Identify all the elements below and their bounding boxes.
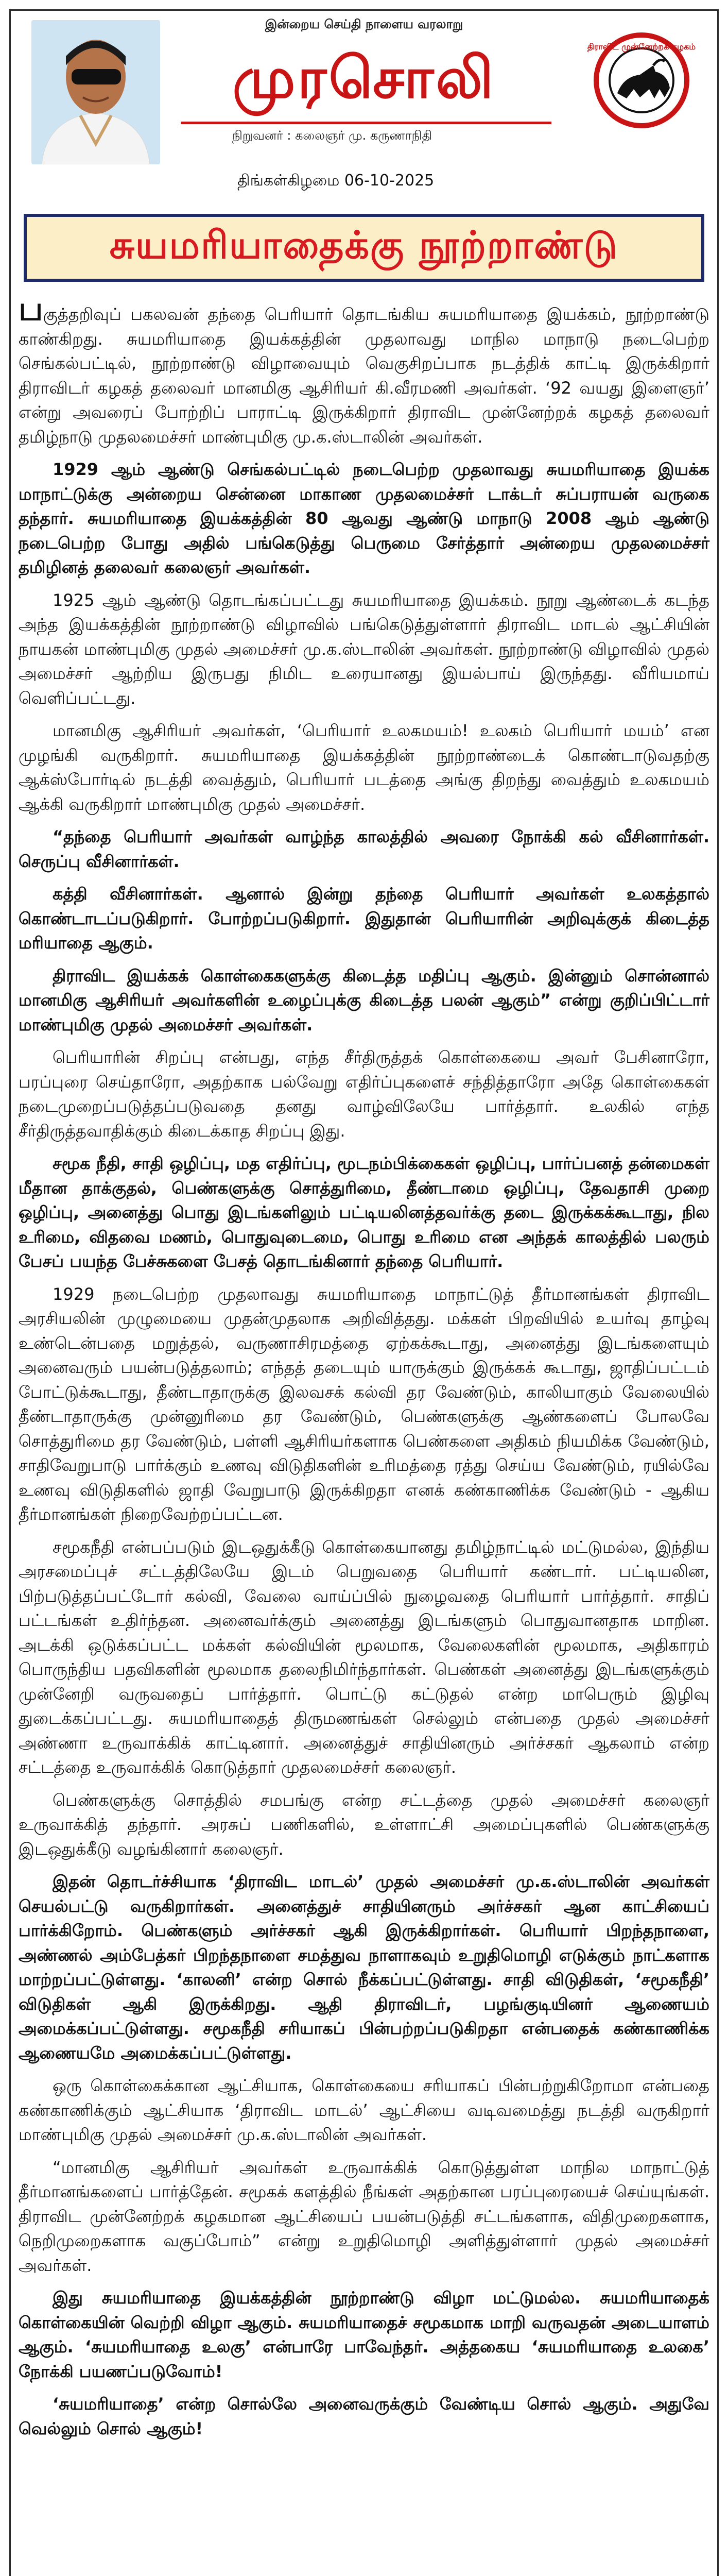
paragraph-9: சமூக நீதி, சாதி ஒழிப்பு, மத எதிர்ப்பு, மூடநம்பிக்கைகள் ஒழிப்பு, பார்ப்பனத் தன்மைகள் மீதான தாக்குதல், பெண்களுக்கு சொத்துரிமை, தீண்டாமை ஒழிப்பு, தேவதாசி முறை ஒழிப்பு, அனைத்து பொது இடங்களிலும் பட்டியலினத்தவர்க்கு தடை இருக்கக்கூடாது, நில உரிமை, விதவை மணம், பொதுவுடைமை, பொது உரிமை என அந்தக் காலத்தில் பலரும் பேசப் பயந்த பேச்சுகளை பேசத் தொடங்கினார் தந்தை பெரியார். <box>19 1154 709 1271</box>
paragraph-8: பெரியாரின் சிறப்பு என்பது, எந்த சீர்திருத்தக் கொள்கையை அவர் பேசினாரோ, பரப்புரை செய்தாரோ, அதற்காக பல்வேறு எதிர்ப்புகளைச் சந்தித்தாரோ அதே கொள்கைகள் நடைமுறைப்படுத்தப்படுவதை தனது வாழ்விலேயே பார்த்தார். உலகில் எந்த சீர்திருத்தவாதிக்கும் கிடைக்காத சிறப்பு இது. <box>19 1047 709 1141</box>
masthead <box>11 11 717 204</box>
paragraph-1: பகுத்தறிவுப் பகலவன் தந்தை பெரியார் தொடங்கிய சுயமரியாதை இயக்கம், நூற்றாண்டு காண்கிறது. சுயமரியாதை இயக்கத்தின் முதலாவது மாநில மாநாடு நடைபெற்ற செங்கல்பட்டில், நூற்றாண்டு விழாவையும் வெகுசிறப்பாக நடத்திக் காட்டி இருக்கிறார் திராவிடர் கழகத் தலைவர் மானமிகு ஆசிரியர் கி.வீரமணி அவர்கள். ‘92 வயது இளைஞர்’ என்று அவரைப் போற்றிப் பாராட்டி இருக்கிறார் திராவிட முன்னேற்றக் கழகத் தலைவர் தமிழ்நாடு முதலமைச்சர் மாண்புமிகு மு.க.ஸ்டாலின் அவர்கள். <box>19 290 709 447</box>
paragraph-3: 1925 ஆம் ஆண்டு தொடங்கப்பட்டது சுயமரியாதை இயக்கம். நூறு ஆண்டைக் கடந்த அந்த இயக்கத்தின் நூற்றாண்டு விழாவில் பங்கெடுத்துள்ளார் திராவிட மாடல் ஆட்சியின் நாயகன் மாண்புமிகு முதல் அமைச்சர் மு.க.ஸ்டாலின் அவர்கள். நூற்றாண்டு விழாவில் முதல் அமைச்சர் ஆற்றிய இருபது நிமிட உரையானது இயல்பாய் இருந்தது. வீரியமாய் வெளிப்பட்டது. <box>19 590 709 708</box>
date-line: திங்கள்கிழமை 06-10-2025 <box>237 172 435 190</box>
headline-banner <box>24 214 704 282</box>
paragraph-5: “தந்தை பெரியார் அவர்கள் வாழ்ந்த காலத்தில் அவரை நோக்கி கல் வீசினார்கள். செருப்பு வீசினார்கள். <box>19 827 709 871</box>
paper-name: முரசொலி <box>232 44 496 111</box>
paragraph-2: 1929 ஆம் ஆண்டு செங்கல்பட்டில் நடைபெற்ற முதலாவது சுயமரியாதை இயக்க மாநாட்டுக்கு அன்றைய சென்னை மாகாண முதலமைச்சர் டாக்டர் சுப்பராயன் வருகை தந்தார். சுயமரியாதை இயக்கத்தின் 80 ஆவது ஆண்டு மாநாடு 2008 ஆம் ஆண்டு நடைபெற்ற போது அதில் பங்கெடுத்து பெருமை சேர்த்தார் அன்றைய முதலமைச்சர் தமிழினத் தலைவர் கலைஞர் அவர்கள். <box>19 460 709 577</box>
editorial-article <box>19 290 710 2449</box>
founder-line: நிறுவனர் : கலைஞர் மு. கருணாநிதி <box>232 128 432 143</box>
paragraph-11: சமூகநீதி என்பப்படும் இடஒதுக்கீடு கொள்கையானது தமிழ்நாட்டில் மட்டுமல்ல, இந்திய அரசமைப்புச் சட்டத்திலேயே இடம் பெறுவதை பெரியார் கண்டார். பட்டியலின, பிற்படுத்தப்பட்டோர் கல்வி, வேலை வாய்ப்பில் நுழைவதை பெரியார் பார்த்தார். சாதிப் பட்டங்கள் உதிர்ந்தன. அனைவர்க்கும் அனைத்து இடங்களும் பொதுவானதாக மாறின. அடக்கி ஒடுக்கப்பட்ட மக்கள் கல்வியின் மூலமாக, வேலைகளின் மூலமாக, அதிகாரம் பொருந்திய பதவிகளின் மூலமாக தலைநிமிர்ந்தார்கள். பெண்கள் அனைத்து இடங்களுக்கும் முன்னேறி வருவதைப் பார்த்தார். பொட்டு கட்டுதல் என்ற மாபெரும் இழிவு துடைக்கப்பட்டது. சுயமரியாதைத் திருமணங்கள் செல்லும் என்பதை முதல் அமைச்சர் அண்ணா உருவாக்கிக் காட்டினார். அனைத்துச் சாதியினரும் அர்ச்சகர் ஆகலாம் என்ற சட்டத்தை உருவாக்கிக் கொடுத்தார் முதலமைச்சர் கலைஞர். <box>19 1537 709 1777</box>
paragraph-4: மானமிகு ஆசிரியர் அவர்கள், ‘பெரியார் உலகமயம்! உலகம் பெரியார் மயம்’ என முழங்கி வருகிறார். சுயமரியாதை இயக்கத்தின் நூற்றாண்டைக் கொண்டாடுவதற்கு ஆக்ஸ்போர்டில் நடத்தி வைத்தும், பெரியார் படத்தை அங்கு திறந்து வைத்தும் உலகமயம் ஆக்கி வருகிறார் மாண்புமிகு முதல் அமைச்சர். <box>19 721 709 814</box>
paragraph-15: “மானமிகு ஆசிரியர் அவர்கள் உருவாக்கிக் கொடுத்துள்ள மாநில மாநாட்டுத் தீர்மானங்களைப் பார்த்தேன். சமூகக் களத்தில் நீங்கள் அதற்கான பரப்புரையைச் செய்யுங்கள். திராவிட முன்னேற்றக் கழகமான ஆட்சியைப் பயன்படுத்தி சட்டங்களாக, விதிமுறைகளாக, நெறிமுறைகளாக வகுப்போம்” என்று உறுதிமொழி அளித்துள்ளார் முதல் அமைச்சர் அவர்கள். <box>19 2157 709 2275</box>
paragraph-17: ‘சுயமரியாதை’ என்ற சொல்லே அனைவருக்கும் வேண்டிய சொல் ஆகும். அதுவே வெல்லும் சொல் ஆகும்! <box>19 2394 710 2438</box>
paragraph-7: திராவிட இயக்கக் கொள்கைகளுக்கு கிடைத்த மதிப்பு ஆகும். இன்னும் சொன்னால் மானமிகு ஆசிரியர் அவர்களின் உழைப்புக்கு கிடைத்த பலன் ஆகும்” என்று குறிப்பிட்டார் மாண்புமிகு முதல் அமைச்சர் அவர்கள். <box>19 965 709 1035</box>
drop-cap: ப <box>19 290 43 328</box>
paragraph-16: இது சுயமரியாதை இயக்கத்தின் நூற்றாண்டு விழா மட்டுமல்ல. சுயமரியாதைக் கொள்கையின் வெற்றி விழா ஆகும். சுயமரியாதைச் சமூகமாக மாறி வருவதன் அடையாளம் ஆகும். ‘சுயமரியாதை உலகு’ என்பாரே பாவேந்தர். அத்தகைய ‘சுயமரியாதை உலகை’ நோக்கி பயணப்படுவோம்! <box>19 2288 709 2381</box>
paragraph-6: கத்தி வீசினார்கள். ஆனால் இன்று தந்தை பெரியார் அவர்கள் உலகத்தால் கொண்டாடப்படுகிறார். போற்றப்படுகிறார். இதுதான் பெரியாரின் அறிவுக்குக் கிடைத்த மரியாதை ஆகும். <box>19 884 709 953</box>
paragraph-14: ஒரு கொள்கைக்கான ஆட்சியாக, கொள்கையை சரியாகப் பின்பற்றுகிறோமா என்பதை கண்காணிக்கும் ஆட்சியாக ‘திராவிட மாடல்’ ஆட்சியை வடிவமைத்து நடத்தி வருகிறார் மாண்புமிகு முதல் அமைச்சர் மு.க.ஸ்டாலின் அவர்கள். <box>19 2076 709 2144</box>
paragraph-10: 1929 நடைபெற்ற முதலாவது சுயமரியாதை மாநாட்டுத் தீர்மானங்கள் திராவிட அரசியலின் முழுமையை முதன்முதலாக அறிவித்தது. மக்கள் பிறவியில் உயர்வு தாழ்வு உண்டென்பதை மறுத்தல், வருணாசிரமத்தை ஏற்கக்கூடாது, அனைத்து இடங்களையும் அனைவரும் பயன்படுத்தலாம்; எந்தத் தடையும் யாருக்கும் இருக்கக் கூடாது, ஜாதிப்பட்டம் போட்டுக்கூடாது, தீண்டாதாருக்கு இலவசக் கல்வி தர வேண்டும், காலியாகும் வேலையில் தீண்டாதாருக்கு முன்னுரிமை தர வேண்டும், பெண்களுக்கு ஆண்களைப் போலவே சொத்துரிமை தர வேண்டும், பள்ளி ஆசிரியர்களாக பெண்களை அதிகம் நியமிக்க வேண்டும், சாதிவேறுபாடு பார்க்கும் உணவு விடுதிகளின் உரிமத்தை ரத்து செய்ய வேண்டும், ரயில்வே உணவு விடுதிகளில் ஜாதி வேறுபாடு இருக்கிறதா எனக் கண்காணிக்க வேண்டும் - ஆகிய தீர்மானங்கள் நிறைவேற்றப்பட்டன. <box>19 1284 709 1524</box>
masthead-rule <box>181 122 551 124</box>
emblem-caption: திராவிட முன்னேற்றக் கழகம் <box>587 42 696 52</box>
paragraph-13: இதன் தொடர்ச்சியாக ‘திராவிட மாடல்’ முதல் அமைச்சர் மு.க.ஸ்டாலின் அவர்கள் செயல்பட்டு வருகிறார்கள். அனைத்துச் சாதியினரும் அர்ச்சகர் ஆன காட்சியைப் பார்க்கிறோம். பெண்களும் அர்ச்சகர் ஆகி இருக்கிறார்கள். பெரியார் பிறந்தநாளை, அண்ணல் அம்பேத்கர் பிறந்தநாளை சமத்துவ நாளாகவும் உறுதிமொழி எடுக்கும் நாட்களாக மாற்றப்பட்டுள்ளது. ‘காலனி’ என்ற சொல் நீக்கப்பட்டுள்ளது. சாதி விடுதிகள், ‘சமூகநீதி’ விடுதிகள் ஆகி இருக்கிறது. ஆதி திராவிடர், பழங்குடியினர் ஆணையம் அமைக்கப்பட்டுள்ளது. சமூகநீதி சரியாகப் பின்பற்றப்படுகிறதா என்பதைக் கண்காணிக்க ஆணையமே அமைக்கப்பட்டுள்ளது. <box>19 1872 709 2063</box>
paragraph-12: பெண்களுக்கு சொத்தில் சமபங்கு என்ற சட்டத்தை முதல் அமைச்சர் கலைஞர் உருவாக்கித் தந்தார். அரசுப் பணிகளில், உள்ளாட்சி அமைப்புகளில் பெண்களுக்கு இடஒதுக்கீடு வழங்கினார் கலைஞர். <box>19 1790 710 1859</box>
tagline: இன்றைய செய்தி நாளைய வரலாறு <box>265 17 463 31</box>
headline: சுயமரியாதைக்கு நூற்றாண்டு <box>109 223 619 267</box>
